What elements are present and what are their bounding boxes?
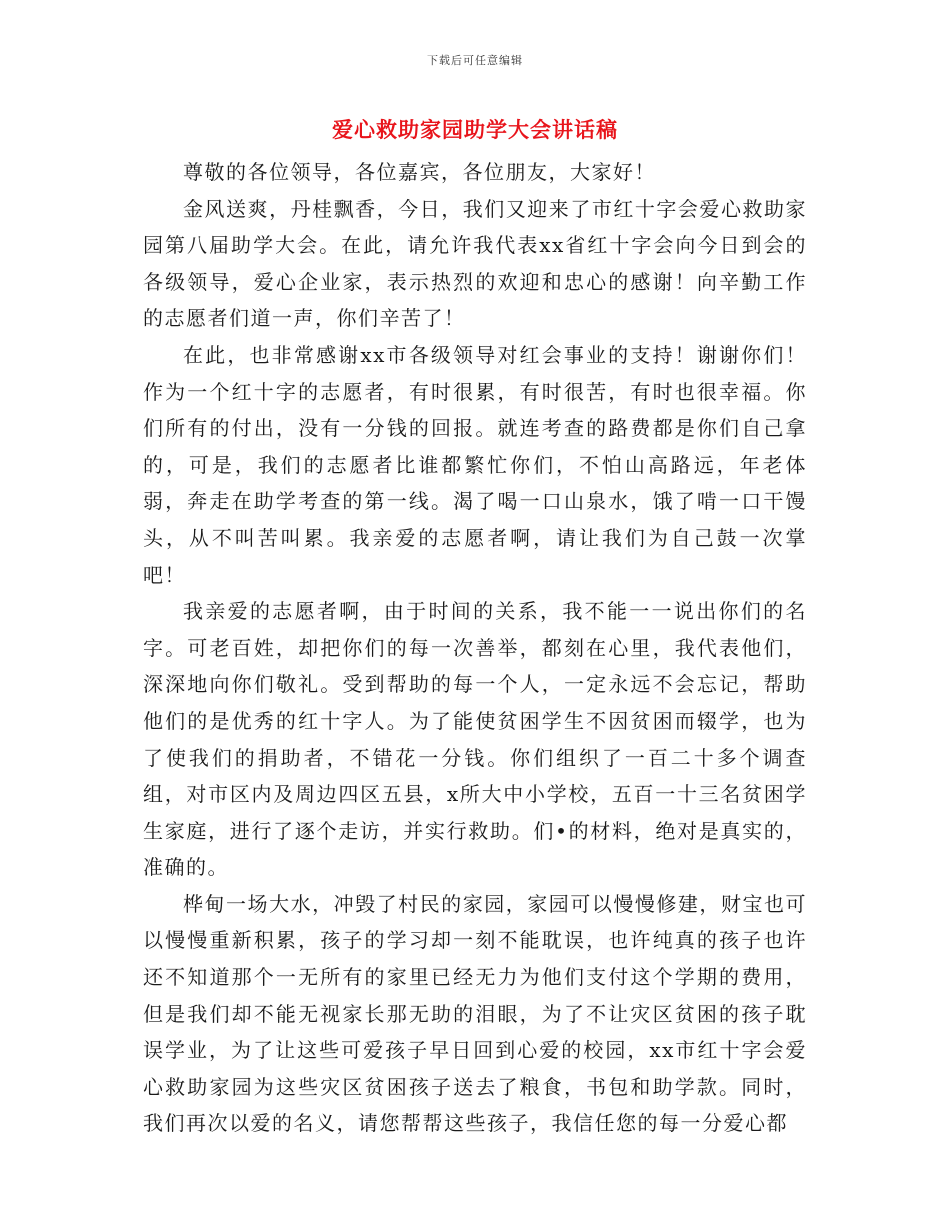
paragraph-greeting: 尊敬的各位领导，各位嘉宾，各位朋友，大家好！ bbox=[183, 160, 656, 184]
document-title: 爱心救助家园助学大会讲话稿 bbox=[332, 117, 618, 142]
paragraph-volunteers: 我亲爱的志愿者啊，由于时间的关系，我不能一一说出你们的名字。可老百姓，却把你们的每一次善举，都刻在心里，我代表他们，深深地向你们敬礼。受到帮助的每一个人，一定永远不会忘记，帮助他们的是优秀的红十字人。为了能使贫困学生不因贫困而辍学，也为了使我们的捐助者，不错花一分钱。你们组织了一百二十多个调查组，对市区内及周边四区五县，x所大中小学校，五百一十三名贫困学生家庭，进行了逐个走访，并实行救助。们•的材料，绝对是真实的，准确的。 bbox=[143, 599, 807, 880]
page-header-note: 下载后可任意编辑 bbox=[427, 54, 523, 67]
paragraph-flood: 桦甸一场大水，冲毁了村民的家园，家园可以慢慢修建，财宝也可以慢慢重新积累，孩子的学习却一刻不能耽误，也许纯真的孩子也许还不知道那个一无所有的家里已经无力为他们支付这个学期的费用，但是我们却不能无视家长那无助的泪眼，为了不让灾区贫困的孩子耽误学业，为了让这些可爱孩子早日回到心爱的校园，xx市红十字会爱心救助家园为这些灾区贫困孩子送去了粮食，书包和助学款。同时，我们再次以爱的名义，请您帮帮这些孩子，我信任您的每一分爱心都 bbox=[143, 891, 807, 1136]
paragraph-welcome: 金风送爽，丹桂飘香，今日，我们又迎来了市红十字会爱心救助家园第八届助学大会。在此，请允许我代表xx省红十字会向今日到会的各级领导，爱心企业家，表示热烈的欢迎和忠心的感谢！向辛勤工作的志愿者们道一声，你们辛苦了！ bbox=[143, 196, 807, 331]
paragraph-thanks: 在此，也非常感谢xx市各级领导对红会事业的支持！谢谢你们！作为一个红十字的志愿者，有时很累，有时很苦，有时也很幸福。你们所有的付出，没有一分钱的回报。就连考查的路费都是你们自己拿的，可是，我们的志愿者比谁都繁忙你们，不怕山高路远，年老体弱，奔走在助学考查的第一线。渴了喝一口山泉水，饿了啃一口干馒头，从不叫苦叫累。我亲爱的志愿者啊，请让我们为自己鼓一次掌吧！ bbox=[143, 342, 807, 587]
document-body bbox=[143, 154, 807, 1142]
